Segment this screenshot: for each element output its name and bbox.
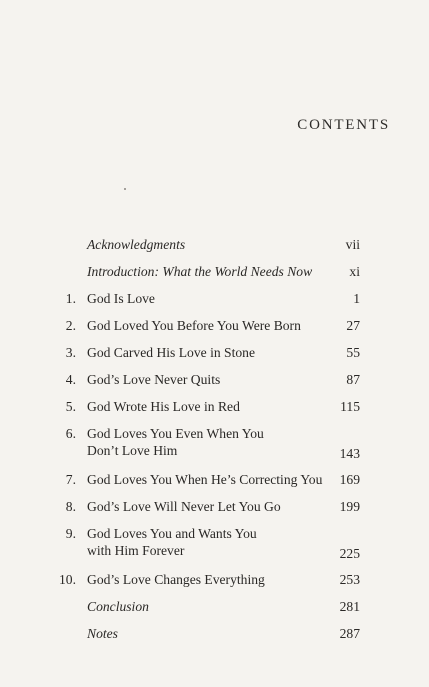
chapter-number: 1. xyxy=(65,291,76,306)
page-number: 87 xyxy=(346,372,360,387)
entry-title: God’s Love Changes Everything xyxy=(87,572,265,587)
page-number: 143 xyxy=(339,446,360,461)
entry-title: God Wrote His Love in Red xyxy=(87,399,240,414)
entry-title: God Carved His Love in Stone xyxy=(87,345,256,360)
chapter-number: 4. xyxy=(65,372,76,387)
chapter-number: 7. xyxy=(65,472,76,487)
page-number: 199 xyxy=(339,499,360,514)
page-number: 281 xyxy=(339,599,360,614)
entry-title: God Loved You Before You Were Born xyxy=(87,318,301,333)
entry-title: God Loves You and Wants You with Him Forever xyxy=(87,526,257,558)
page-number: vii xyxy=(345,237,360,252)
chapter-number: 10. xyxy=(59,572,76,587)
page-number: 27 xyxy=(346,318,360,333)
page-number: 169 xyxy=(339,472,360,487)
entry-title: Introduction: What the World Needs Now xyxy=(87,264,313,279)
entry-title: God’s Love Never Quits xyxy=(87,372,221,387)
entry-title: God’s Love Will Never Let You Go xyxy=(87,499,281,514)
contents-heading: CONTENTS xyxy=(297,117,390,133)
entry-title: Notes xyxy=(87,626,118,641)
entry-title: God Is Love xyxy=(87,291,155,306)
page-number: 55 xyxy=(346,345,360,360)
chapter-number: 5. xyxy=(65,399,76,414)
entry-title: Conclusion xyxy=(87,599,149,614)
entry-title: God Loves You Even When You Don’t Love Him xyxy=(87,426,264,458)
chapter-number: 3. xyxy=(65,345,76,360)
page-number: 1 xyxy=(353,291,360,306)
chapter-number: 2. xyxy=(65,318,76,333)
paper-speck xyxy=(124,188,126,190)
chapter-number: 8. xyxy=(65,499,76,514)
page-number: 115 xyxy=(340,399,360,414)
chapter-number: 6. xyxy=(65,426,76,441)
page-number: 287 xyxy=(339,626,360,641)
page-number: 253 xyxy=(339,572,360,587)
entry-title: God Loves You When He’s Correcting You xyxy=(87,472,323,487)
entry-title: Acknowledgments xyxy=(87,237,186,252)
page-number: 225 xyxy=(339,546,360,561)
chapter-number: 9. xyxy=(65,526,76,541)
page-number: xi xyxy=(349,264,360,279)
